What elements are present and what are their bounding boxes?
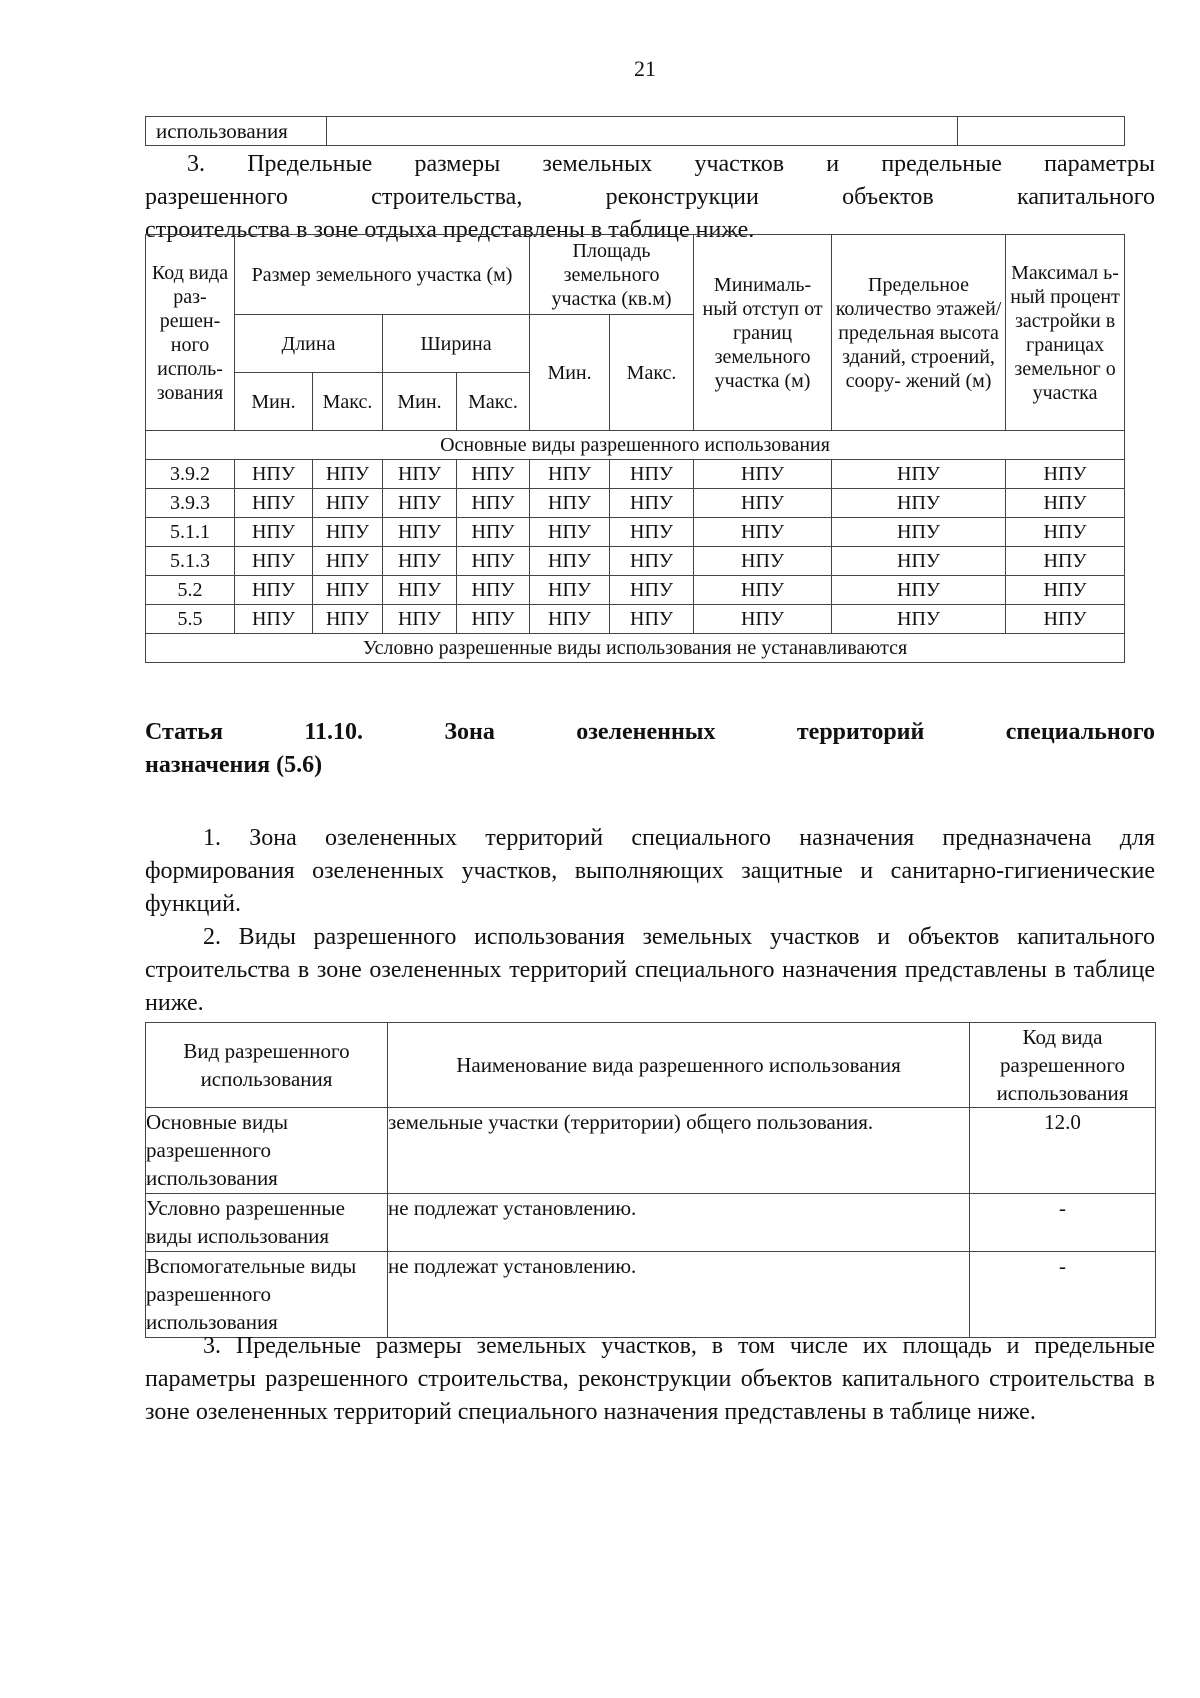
article-heading-line: назначения (5.6) [145,752,323,778]
table-row [146,1252,1156,1338]
cell: НПУ [610,518,694,547]
continued-empty-cell [327,117,958,146]
row-name: не подлежат установлению. [388,1252,970,1338]
row-name: земельные участки (территории) общего пользования. [388,1108,970,1194]
cell: НПУ [832,547,1006,576]
row-code: 5.5 [146,605,235,634]
cell: НПУ [1006,518,1125,547]
header-length-min: Мин. [235,373,313,431]
table-row [146,489,1125,518]
table-row [146,460,1125,489]
cell: НПУ [457,460,530,489]
cell: НПУ [457,547,530,576]
row-name: не подлежат установлению. [388,1194,970,1252]
cell: НПУ [694,518,832,547]
continued-table [145,116,1125,146]
row-code: 5.2 [146,576,235,605]
cell: НПУ [694,460,832,489]
cell: НПУ [457,576,530,605]
row-kind: Вспомогательные виды разрешенного использования [146,1252,388,1338]
paragraph-line: строительства в зоне отдыха представлены в таблице ниже. [145,217,755,243]
header-width-min: Мин. [383,373,457,431]
row-code: 5.1.3 [146,547,235,576]
header-length-max: Макс. [313,373,383,431]
cell: НПУ [313,489,383,518]
cell: НПУ [313,547,383,576]
article-heading [145,716,1155,782]
header-area-max: Макс. [610,315,694,431]
paragraph-line: 3. Предельные размеры земельных участков и предельные параметры [187,151,1155,177]
paragraph-3-green-zone: 3. Предельные размеры земельных участков, в том числе их площадь и предельные параметры разрешенного строительства, реконструкции объектов капитального строительства в зоне озелененных территорий специального назначения представлены в таблице ниже. [145,1333,1155,1425]
cell: НПУ [694,576,832,605]
cell: НПУ [694,547,832,576]
cell: НПУ [610,576,694,605]
row-code: 5.1.1 [146,518,235,547]
cell: НПУ [235,576,313,605]
header-area: Площадь земельного участка (кв.м) [530,235,694,315]
continued-empty-cell [958,117,1125,146]
article-heading-line: Статья 11.10. Зона озелененных территорий специального [145,719,1155,745]
cell: НПУ [383,576,457,605]
cell: НПУ [1006,605,1125,634]
cell: НПУ [530,576,610,605]
section-main-uses: Основные виды разрешенного использования [146,431,1125,460]
cell: НПУ [235,489,313,518]
table-row [146,1194,1156,1252]
cell: НПУ [383,460,457,489]
cell: НПУ [832,576,1006,605]
header-area-min: Мин. [530,315,610,431]
cell: НПУ [832,460,1006,489]
permitted-uses-table [145,1022,1156,1338]
row-code: - [970,1194,1156,1252]
cell: НПУ [610,460,694,489]
header-kind: Вид разрешенного использования [146,1023,388,1108]
cell: НПУ [313,518,383,547]
cell: НПУ [313,605,383,634]
table-row [146,1108,1156,1194]
table-row [146,576,1125,605]
cell: НПУ [235,605,313,634]
cell: НПУ [610,489,694,518]
header-offset: Минималь- ный отступ от границ земельного участка (м) [694,235,832,431]
cell: НПУ [694,489,832,518]
row-code: - [970,1252,1156,1338]
header-size: Размер земельного участка (м) [235,235,530,315]
cell: НПУ [530,489,610,518]
table-row [146,547,1125,576]
cell: НПУ [457,605,530,634]
cell: НПУ [832,518,1006,547]
cell: НПУ [457,518,530,547]
row-code: 3.9.2 [146,460,235,489]
header-width-max: Макс. [457,373,530,431]
row-code: 12.0 [970,1108,1156,1194]
paragraph-line: разрешенного строительства, реконструкции объектов капитального [145,184,1155,210]
cell: НПУ [530,547,610,576]
row-kind: Основные виды разрешенного использования [146,1108,388,1194]
cell: НПУ [457,489,530,518]
header-length: Длина [235,315,383,373]
cell: НПУ [313,460,383,489]
cell: НПУ [1006,576,1125,605]
page-number: 21 [634,56,656,81]
cell: НПУ [1006,547,1125,576]
cell: НПУ [530,460,610,489]
cell: НПУ [832,489,1006,518]
cell: НПУ [610,605,694,634]
cell: НПУ [530,518,610,547]
table-row [146,605,1125,634]
cell: НПУ [235,518,313,547]
header-floors: Предельное количество этажей/ предельная высота зданий, строений, соору- жений (м) [832,235,1006,431]
limits-table-rest-zone [145,234,1125,663]
row-code: 3.9.3 [146,489,235,518]
paragraph-1: 1. Зона озелененных территорий специального назначения предназначена для формирования озелененных участков, выполняющих защитные и санитарно-гигиенические функций. [145,825,1155,917]
cell: НПУ [383,518,457,547]
cell: НПУ [383,547,457,576]
cell: НПУ [383,489,457,518]
paragraph-2: 2. Виды разрешенного использования земельных участков и объектов капитального строительства в зоне озелененных территорий специального назначения представлены в таблице ниже. [145,924,1155,1016]
paragraph-3-rest-zone [145,148,1155,247]
cell: НПУ [235,460,313,489]
cell: НПУ [235,547,313,576]
header-percent: Максимал ь-ный процент застройки в границах земельног о участка [1006,235,1125,431]
header-name: Наименование вида разрешенного использования [388,1023,970,1108]
cell: НПУ [530,605,610,634]
cell: НПУ [610,547,694,576]
cell: НПУ [1006,460,1125,489]
header-code: Код вида разрешенного использования [970,1023,1156,1108]
cell: НПУ [313,576,383,605]
continued-cell: использования [146,117,327,146]
conditional-uses-footer: Условно разрешенные виды использования не устанавливаются [146,634,1125,663]
header-width: Ширина [383,315,530,373]
row-kind: Условно разрешенные виды использования [146,1194,388,1252]
header-code: Код вида раз- решен- ного исполь- зования [146,235,235,431]
cell: НПУ [694,605,832,634]
table-row [146,518,1125,547]
cell: НПУ [383,605,457,634]
cell: НПУ [832,605,1006,634]
cell: НПУ [1006,489,1125,518]
